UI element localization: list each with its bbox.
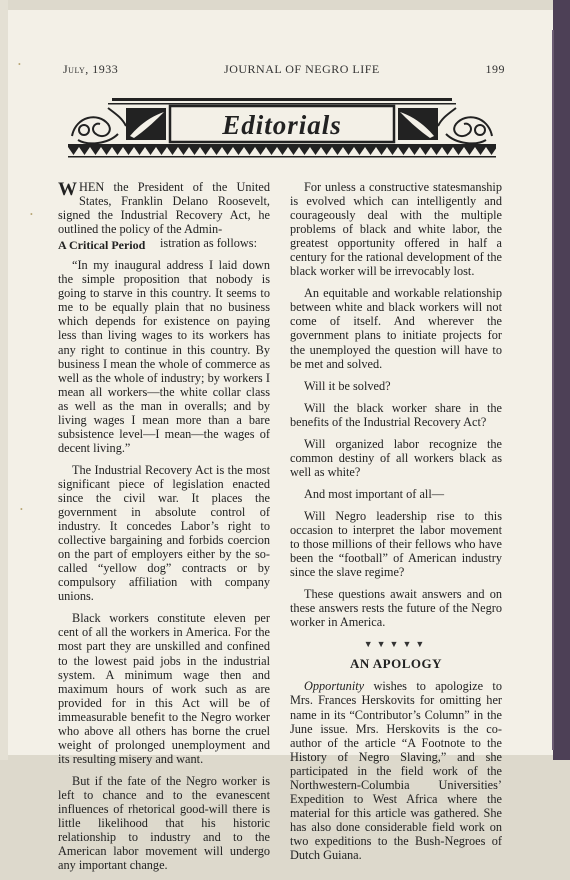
paper-speck: • bbox=[20, 505, 23, 514]
left-scroll-ornament bbox=[72, 108, 126, 143]
magazine-name: Opportunity bbox=[304, 679, 365, 694]
apology-heading: AN APOLOGY bbox=[349, 656, 443, 672]
side-heading: A Critical Period bbox=[58, 238, 146, 253]
paper-speck: • bbox=[30, 210, 33, 219]
banner-base-rule bbox=[68, 144, 496, 147]
apology-text: wishes to apologize to Mrs. Frances Herskovits for omitting her name in its “Contributor’s Column” in the June issue. Mrs. Herskovits is the co-author of the article “A Footnote to the History of Negro Slaving,” and she participated in the field work of the Northwestern-Columbia Universities’ Expedition to West Africa where the material for this article was gathered. She has also done considerable field work on two expeditions to the Bush-Negroes of Dutch Guiana. bbox=[290, 679, 502, 862]
editorials-banner bbox=[68, 94, 496, 160]
apology-paragraph bbox=[290, 679, 502, 862]
opening-text-continued: istration as follows: bbox=[160, 236, 258, 251]
right-scroll-ornament bbox=[438, 108, 492, 143]
left-column bbox=[58, 180, 270, 880]
banner-top-rule bbox=[112, 98, 452, 101]
section-separator: ▼▼▼▼▼ bbox=[363, 639, 429, 650]
roosevelt-quote: “In my inaugural address I laid down the simple proposition that nobody is going to starve in this country. It seems to me to be equally plain that no business which depends for existence on paying less than living wages to its workers has any right to continue in this country. By business I mean the whole of commerce as well as the whole of industry; by workers I mean all workers—the white collar class as well as the man in overalls; and by living wages I mean more than a bare subsistence level—I mean—the wages of decent living.” bbox=[58, 258, 270, 455]
body-paragraph: Black workers constitute eleven per cent of all the workers in America. For the most part they are unskilled and confined to the lowest paid jobs in the industrial system. A minimum wage then and maximum hours of work such as are provided for in this Act will be of immeasurable benefit to the Negro worker who above all others has borne the cruel weight of prolonged unemployment and its resulting misery and want. bbox=[58, 611, 270, 766]
issue-date: July, 1933 bbox=[63, 62, 119, 76]
question-line: Will Negro leadership rise to this occasion to interpret the labor movement to those millions of their fellows who have been the “football” of American industry since the slave regime? bbox=[290, 508, 502, 580]
binding-edge-line bbox=[552, 30, 554, 750]
body-paragraph: An equitable and workable relationship between white and black workers will not come of itself. And wherever the government plans to initiate projects for the unemployed the question will have to be met and solved. bbox=[290, 286, 502, 371]
banner-bottom-rule bbox=[68, 156, 496, 158]
paper-speck: • bbox=[18, 60, 21, 69]
zigzag-border bbox=[68, 147, 496, 155]
running-header bbox=[63, 62, 505, 77]
book-binding bbox=[553, 0, 570, 760]
banner-top-rule-thin bbox=[108, 103, 456, 105]
body-paragraph: The Industrial Recovery Act is the most significant piece of legislation enacted since the civil war. It places the government in absolute control of industry. It concedes Labor’s right to collective bargaining and forbids coercion on the part of employers either by the so-called “yellow dog” contracts or by compulsory affiliation with company unions. bbox=[58, 462, 270, 604]
body-paragraph: These questions await answers and on these answers rests the future of the Negro worker in America. bbox=[290, 587, 502, 630]
question-line: Will the black worker share in the benefits of the Industrial Recovery Act? bbox=[290, 400, 502, 429]
body-paragraph: But if the fate of the Negro worker is left to chance and to the evanescent influences of rhetorical good-will there is little likelihood that his historic relationship to industry and to the American labor movement will undergo any important change. bbox=[58, 773, 270, 873]
opening-paragraph bbox=[58, 180, 270, 236]
journal-title: JOURNAL OF NEGRO LIFE bbox=[224, 62, 380, 76]
drop-cap: W bbox=[58, 179, 77, 200]
opening-text: HEN the President of the United States, Franklin Delano Roosevelt, signed the Industrial Recovery Act, he outlined the policy of the Admin- bbox=[58, 180, 270, 237]
banner-title: Editorials bbox=[222, 110, 342, 140]
question-line: And most important of all— bbox=[304, 486, 445, 501]
right-column bbox=[290, 180, 502, 870]
side-head-paragraph bbox=[58, 236, 270, 253]
question-line: Will it be solved? bbox=[304, 378, 391, 393]
page-left-edge bbox=[0, 0, 8, 760]
page-number: 199 bbox=[485, 62, 505, 76]
question-line: Will organized labor recognize the common destiny of all workers black as well as white? bbox=[290, 436, 502, 479]
body-paragraph: For unless a constructive statesmanship is evolved which can intelligently and courageously deal with the multiple problems of black and white labor, the greatest opportunity offered in half a century for the rational development of the black worker will be irrevocably lost. bbox=[290, 180, 502, 279]
